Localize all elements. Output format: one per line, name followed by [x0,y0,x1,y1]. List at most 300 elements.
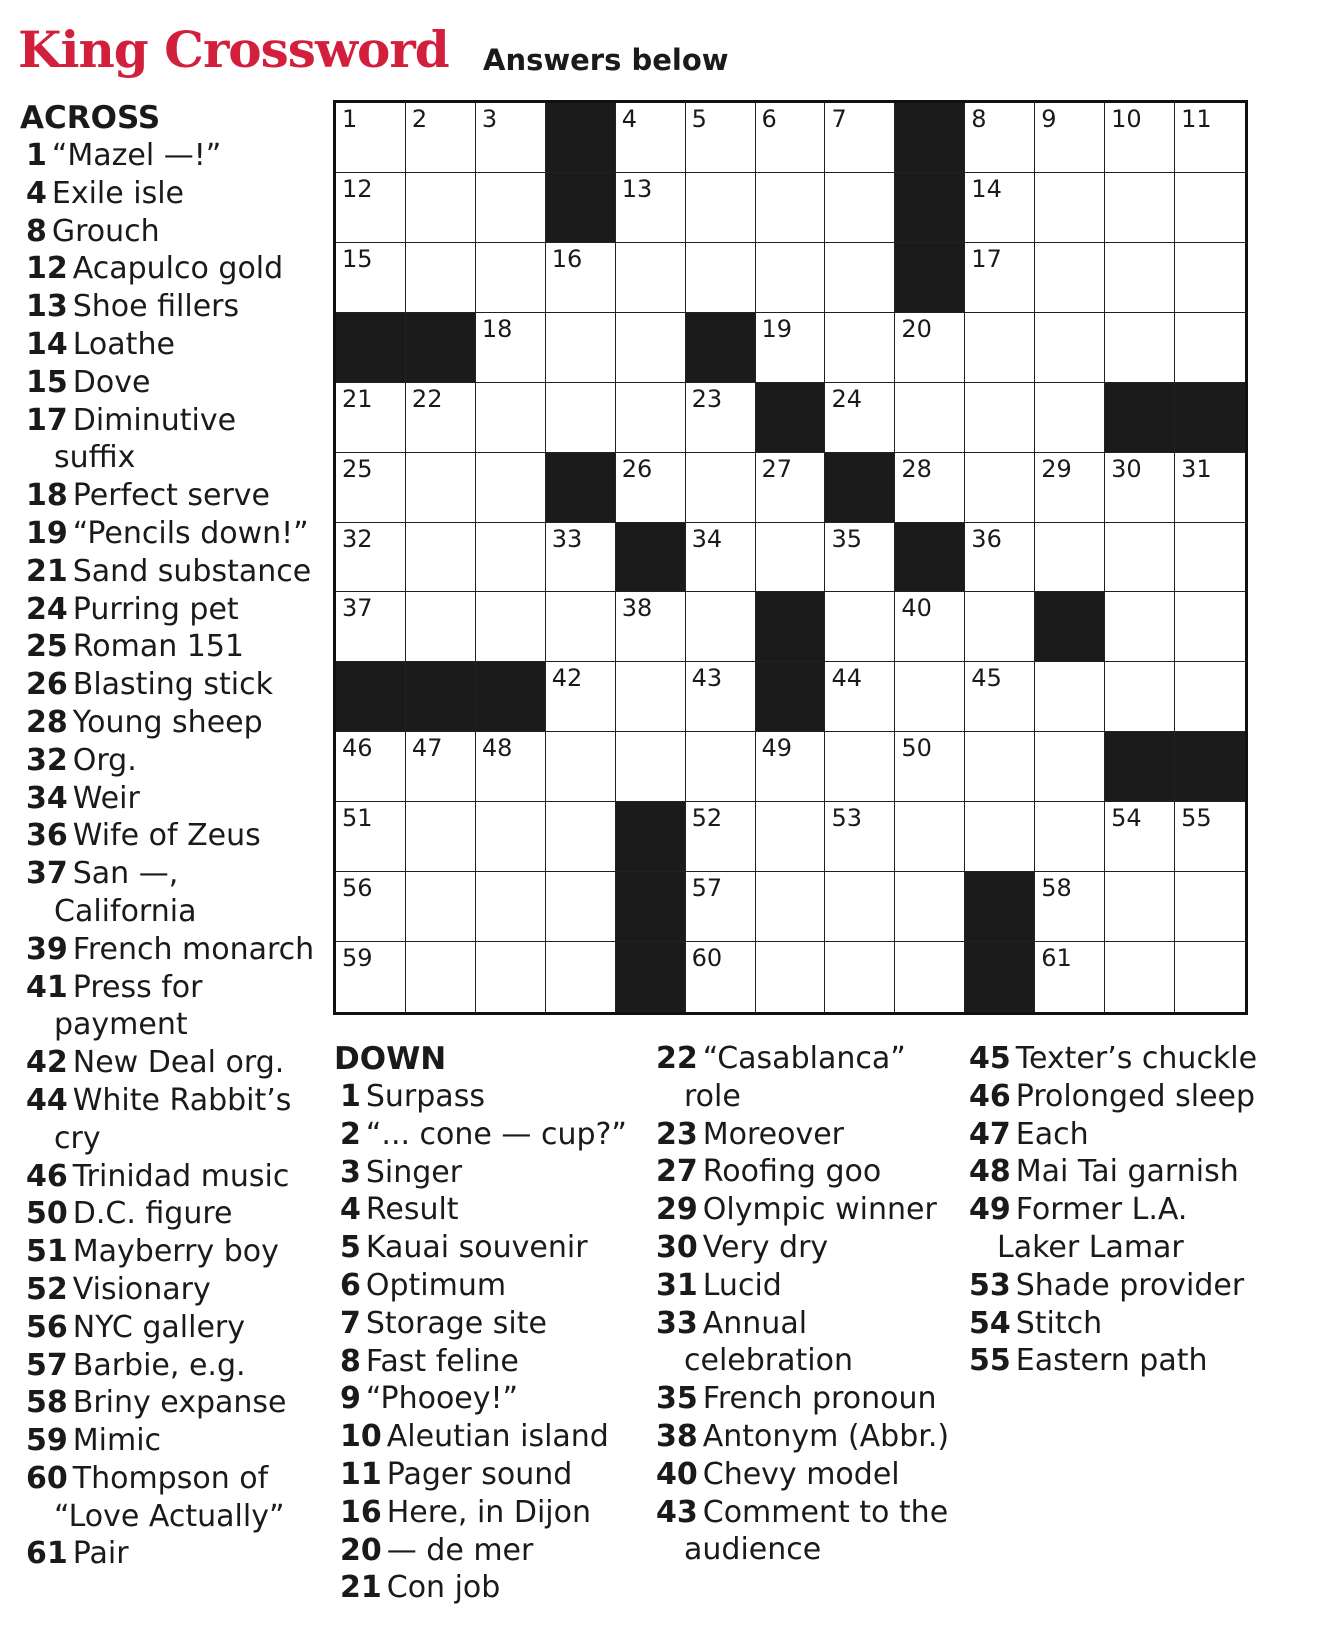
clue-item [20,817,320,855]
grid-cell[interactable] [546,383,616,453]
clue-text: Diminutive suffix [54,402,237,476]
grid-cell[interactable] [406,243,476,313]
grid-cell[interactable] [686,872,756,942]
grid-cell[interactable] [1105,942,1175,1012]
grid-cell[interactable] [895,383,965,453]
black-square [686,313,756,383]
clue-number: 50 [26,1196,68,1232]
grid-cell[interactable] [476,872,546,942]
clue-number: 25 [26,629,68,665]
cell-number: 23 [691,384,723,413]
grid-cell[interactable] [825,243,895,313]
grid-cell[interactable] [965,592,1035,662]
grid-cell[interactable] [406,173,476,243]
clue-item [650,1229,950,1267]
grid-cell[interactable] [1105,662,1175,732]
grid-cell[interactable] [336,243,406,313]
across-heading: ACROSS [20,100,161,136]
clue-item [20,477,320,515]
clue-number: 47 [969,1116,1011,1152]
grid-cell[interactable] [895,872,965,942]
clue-item [650,1380,950,1418]
clue-item [20,1422,320,1460]
grid-cell[interactable] [1175,243,1245,313]
black-square [895,523,965,593]
clue-item [650,1191,950,1229]
grid-cell[interactable] [1035,662,1105,732]
clue-text: “Casablanca” role [684,1041,906,1114]
grid-cell[interactable] [336,732,406,802]
grid-cell[interactable] [1105,802,1175,872]
clue-number: 44 [26,1082,68,1118]
grid-cell[interactable] [965,173,1035,243]
clue-item [334,1305,634,1343]
clue-number: 51 [26,1234,68,1270]
down-heading: DOWN [334,1041,447,1077]
clue-item [650,1116,950,1154]
grid-cell[interactable] [546,802,616,872]
clue-item [20,402,320,478]
clue-text: “... cone — cup?” [365,1116,627,1152]
cell-number: 35 [831,524,862,553]
down-clues-column-3 [963,1040,1263,1380]
grid-cell[interactable] [406,732,476,802]
clue-item [20,742,320,780]
grid-cell[interactable] [1035,383,1105,453]
grid-cell[interactable] [1035,872,1105,942]
clue-item [20,1535,320,1573]
grid-cell[interactable] [825,802,895,872]
grid-cell[interactable] [825,872,895,942]
clue-item [650,1456,950,1494]
grid-cell[interactable] [406,802,476,872]
grid-cell[interactable] [965,453,1035,523]
grid-cell[interactable] [336,802,406,872]
grid-cell[interactable] [406,523,476,593]
grid-cell[interactable] [616,383,686,453]
clue-text: Fast feline [365,1343,519,1379]
grid-cell[interactable] [476,592,546,662]
clue-item [650,1494,950,1570]
clue-number: 27 [656,1154,698,1190]
black-square [1175,732,1245,802]
clue-item [963,1305,1263,1343]
clue-item [963,1342,1263,1380]
black-square [895,243,965,313]
clue-number: 42 [26,1045,68,1081]
cell-number: 49 [761,734,793,763]
grid-cell[interactable] [965,523,1035,593]
black-square [616,872,686,942]
grid-cell[interactable] [616,173,686,243]
grid-cell[interactable] [336,592,406,662]
grid-cell[interactable] [1035,313,1105,383]
grid-cell[interactable] [965,103,1035,173]
cell-number: 17 [971,244,1002,273]
clue-text: Shoe fillers [72,289,240,325]
clue-text: Singer [365,1154,463,1190]
grid-cell[interactable] [1035,732,1105,802]
cell-number: 15 [342,244,373,273]
grid-cell[interactable] [756,243,826,313]
grid-cell[interactable] [476,173,546,243]
clue-text: French pronoun [702,1381,937,1417]
clue-item [20,1384,320,1422]
cell-number: 12 [342,174,373,203]
grid-cell[interactable] [1175,313,1245,383]
clue-item [334,1229,634,1267]
clue-text: Pair [72,1536,129,1572]
grid-cell[interactable] [616,313,686,383]
grid-cell[interactable] [686,942,756,1012]
grid-cell[interactable] [825,732,895,802]
cell-number: 38 [621,594,653,623]
grid-cell[interactable] [1035,173,1105,243]
clue-number: 3 [340,1154,361,1190]
cell-number: 52 [691,804,723,833]
grid-cell[interactable] [825,523,895,593]
clue-text: White Rabbit’s cry [54,1082,292,1156]
clue-text: Mayberry boy [72,1234,279,1270]
grid-cell[interactable] [616,243,686,313]
grid-cell[interactable] [756,453,826,523]
grid-cell[interactable] [546,942,616,1012]
grid-cell[interactable] [756,802,826,872]
grid-cell[interactable] [476,802,546,872]
grid-cell[interactable] [1175,103,1245,173]
grid-cell[interactable] [686,453,756,523]
grid-cell[interactable] [336,173,406,243]
clue-item [20,1460,320,1536]
down-clues-column-2 [650,1040,950,1569]
black-square [825,453,895,523]
cell-number: 3 [481,105,498,133]
clue-number: 49 [969,1192,1011,1228]
clue-number: 15 [26,364,68,400]
grid-cell[interactable] [406,383,476,453]
cell-number: 25 [342,454,373,483]
cell-number: 29 [1041,454,1072,483]
cell-number: 37 [342,594,373,623]
clue-item [20,969,320,1045]
clue-text: Con job [386,1570,501,1606]
clue-text: Trinidad music [72,1158,290,1194]
grid-cell[interactable] [686,592,756,662]
grid-cell[interactable] [1105,243,1175,313]
grid-cell[interactable] [686,103,756,173]
cell-number: 32 [342,524,373,553]
grid-cell[interactable] [965,802,1035,872]
grid-cell[interactable] [476,243,546,313]
clue-text: Surpass [365,1079,485,1114]
clue-number: 22 [656,1041,698,1076]
across-clues [20,99,320,1573]
clue-number: 6 [340,1267,361,1303]
clue-text: Stitch [1015,1305,1103,1341]
cell-number: 46 [342,734,373,763]
clue-number: 4 [340,1192,361,1228]
cell-number: 1 [342,105,358,133]
clue-item [650,1305,950,1381]
cell-number: 20 [901,314,932,343]
clue-number: 10 [340,1419,382,1455]
page-title: King Crossword [18,20,449,79]
grid-cell[interactable] [965,383,1035,453]
grid-cell[interactable] [756,523,826,593]
clue-item [20,364,320,402]
grid-cell[interactable] [546,523,616,593]
clue-text: Kauai souvenir [365,1230,588,1266]
cell-number: 26 [621,454,653,483]
grid-cell[interactable] [825,173,895,243]
grid-cell[interactable] [825,592,895,662]
grid-cell[interactable] [616,732,686,802]
grid-cell[interactable] [825,383,895,453]
grid-cell[interactable] [1035,523,1105,593]
clue-item [334,1267,634,1305]
grid-cell[interactable] [406,942,476,1012]
grid-cell[interactable] [546,872,616,942]
grid-cell[interactable] [336,383,406,453]
grid-cell[interactable] [895,662,965,732]
clue-number: 45 [969,1041,1011,1076]
grid-cell[interactable] [476,313,546,383]
clue-number: 4 [26,175,47,211]
clue-item [20,1309,320,1347]
grid-cell[interactable] [686,802,756,872]
grid-cell[interactable] [336,942,406,1012]
clue-number: 52 [26,1271,68,1307]
grid-cell[interactable] [756,732,826,802]
clue-item [334,1116,634,1154]
grid-cell[interactable] [1175,453,1245,523]
clue-text: French monarch [72,931,315,967]
clue-number: 30 [656,1229,698,1265]
grid-cell[interactable] [895,592,965,662]
clue-item [20,1044,320,1082]
clue-number: 21 [340,1570,382,1606]
clue-text: Mai Tai garnish [1015,1154,1239,1190]
grid-cell[interactable] [825,662,895,732]
clue-item [963,1078,1263,1116]
clue-text: Very dry [702,1229,829,1265]
grid-cell[interactable] [476,942,546,1012]
grid-cell[interactable] [686,173,756,243]
clue-item [20,931,320,969]
page-subtitle: Answers below [483,43,729,77]
clue-text: Weir [72,780,140,816]
grid-cell[interactable] [756,942,826,1012]
clue-text: Exile isle [51,175,185,211]
clue-text: Grouch [51,213,160,249]
crossword-grid [333,100,1248,1015]
grid-cell[interactable] [825,942,895,1012]
grid-cell[interactable] [965,313,1035,383]
grid-cell[interactable] [1105,313,1175,383]
cell-number: 8 [971,105,987,133]
grid-cell[interactable] [476,732,546,802]
grid-cell[interactable] [686,662,756,732]
clue-item [20,780,320,818]
clue-number: 57 [26,1347,68,1383]
clue-text: D.C. figure [72,1196,233,1232]
grid-cell[interactable] [476,103,546,173]
cell-number: 34 [691,524,723,553]
grid-cell[interactable] [476,523,546,593]
cell-number: 56 [342,874,373,903]
grid-cell[interactable] [336,872,406,942]
cell-number: 60 [691,944,723,973]
grid-cell[interactable] [965,243,1035,313]
grid-cell[interactable] [686,523,756,593]
cell-number: 16 [551,244,583,273]
grid-cell[interactable] [1035,103,1105,173]
clue-number: 33 [656,1305,698,1341]
clue-item [334,1191,634,1229]
cell-number: 31 [1181,454,1212,483]
grid-cell[interactable] [406,453,476,523]
grid-cell[interactable] [756,103,826,173]
grid-cell[interactable] [1105,872,1175,942]
clue-number: 2 [340,1116,361,1152]
grid-cell[interactable] [1105,523,1175,593]
clue-text: Young sheep [72,704,263,740]
clue-text: Loathe [72,326,175,362]
grid-cell[interactable] [616,453,686,523]
grid-cell[interactable] [1105,173,1175,243]
clue-item [334,1569,634,1607]
black-square [1105,732,1175,802]
grid-cell[interactable] [1175,872,1245,942]
clue-item [650,1418,950,1456]
grid-cell[interactable] [546,592,616,662]
black-square [546,103,616,173]
clue-number: 39 [26,931,68,967]
grid-cell[interactable] [406,103,476,173]
grid-cell[interactable] [1035,942,1105,1012]
clue-number: 28 [26,704,68,740]
grid-cell[interactable] [825,313,895,383]
cell-number: 53 [831,804,862,833]
clue-item [334,1532,634,1570]
clue-text: San —, California [54,856,197,929]
grid-cell[interactable] [336,523,406,593]
clue-text: New Deal org. [72,1045,285,1081]
grid-cell[interactable] [825,103,895,173]
grid-cell[interactable] [1175,523,1245,593]
grid-cell[interactable] [406,592,476,662]
grid-cell[interactable] [616,103,686,173]
grid-cell[interactable] [895,313,965,383]
grid-cell[interactable] [686,732,756,802]
grid-cell[interactable] [546,662,616,732]
grid-cell[interactable] [1105,103,1175,173]
clue-item [963,1040,1263,1078]
grid-cell[interactable] [1175,592,1245,662]
grid-cell[interactable] [1175,662,1245,732]
clue-number: 8 [340,1343,361,1379]
grid-cell[interactable] [756,872,826,942]
cell-number: 40 [901,594,932,623]
clue-number: 23 [656,1116,698,1152]
grid-cell[interactable] [756,173,826,243]
grid-cell[interactable] [616,662,686,732]
grid-cell[interactable] [616,592,686,662]
grid-cell[interactable] [1035,802,1105,872]
grid-cell[interactable] [895,942,965,1012]
grid-cell[interactable] [965,662,1035,732]
grid-cell[interactable] [895,453,965,523]
clue-number: 32 [26,742,68,778]
clue-text: Briny expanse [72,1385,287,1421]
clue-item [963,1116,1263,1154]
clue-text: Chevy model [702,1456,900,1492]
grid-cell[interactable] [756,313,826,383]
grid-cell[interactable] [1035,453,1105,523]
clue-item [20,326,320,364]
clue-text: Eastern path [1015,1343,1208,1379]
cell-number: 9 [1041,105,1057,133]
grid-cell[interactable] [406,872,476,942]
grid-cell[interactable] [1175,802,1245,872]
grid-cell[interactable] [476,383,546,453]
clue-text: Sand substance [72,553,312,589]
grid-cell[interactable] [1105,592,1175,662]
clue-text: Wife of Zeus [72,818,261,854]
clue-item [20,137,320,175]
clue-item [20,704,320,742]
grid-cell[interactable] [895,732,965,802]
clue-number: 9 [340,1381,361,1417]
clue-number: 60 [26,1460,68,1496]
black-square [616,802,686,872]
clue-item [20,1158,320,1196]
grid-cell[interactable] [1175,942,1245,1012]
cell-number: 22 [411,384,443,413]
clue-item [20,250,320,288]
cell-number: 7 [831,105,847,133]
grid-cell[interactable] [1105,453,1175,523]
grid-cell[interactable] [546,313,616,383]
clue-text: — de mer [386,1532,534,1568]
clue-number: 43 [656,1494,698,1530]
clue-text: Comment to the audience [684,1494,949,1568]
cell-number: 50 [901,734,932,763]
grid-cell[interactable] [476,453,546,523]
grid-cell[interactable] [336,453,406,523]
clue-item [20,1233,320,1271]
clue-item [20,1271,320,1309]
clue-item [20,1195,320,1233]
grid-cell[interactable] [546,243,616,313]
black-square [616,523,686,593]
grid-cell[interactable] [336,103,406,173]
cell-number: 43 [691,664,723,693]
grid-cell[interactable] [686,243,756,313]
clue-text: Optimum [365,1267,507,1303]
grid-cell[interactable] [1035,243,1105,313]
grid-cell[interactable] [965,732,1035,802]
clue-number: 46 [26,1158,68,1194]
clue-text: Former L.A. Laker Lamar [997,1192,1188,1265]
clue-item [20,628,320,666]
grid-cell[interactable] [686,383,756,453]
grid-cell[interactable] [1175,173,1245,243]
clue-text: Acapulco gold [72,251,284,287]
grid-cell[interactable] [895,802,965,872]
clue-number: 18 [26,478,68,514]
grid-cell[interactable] [546,732,616,802]
